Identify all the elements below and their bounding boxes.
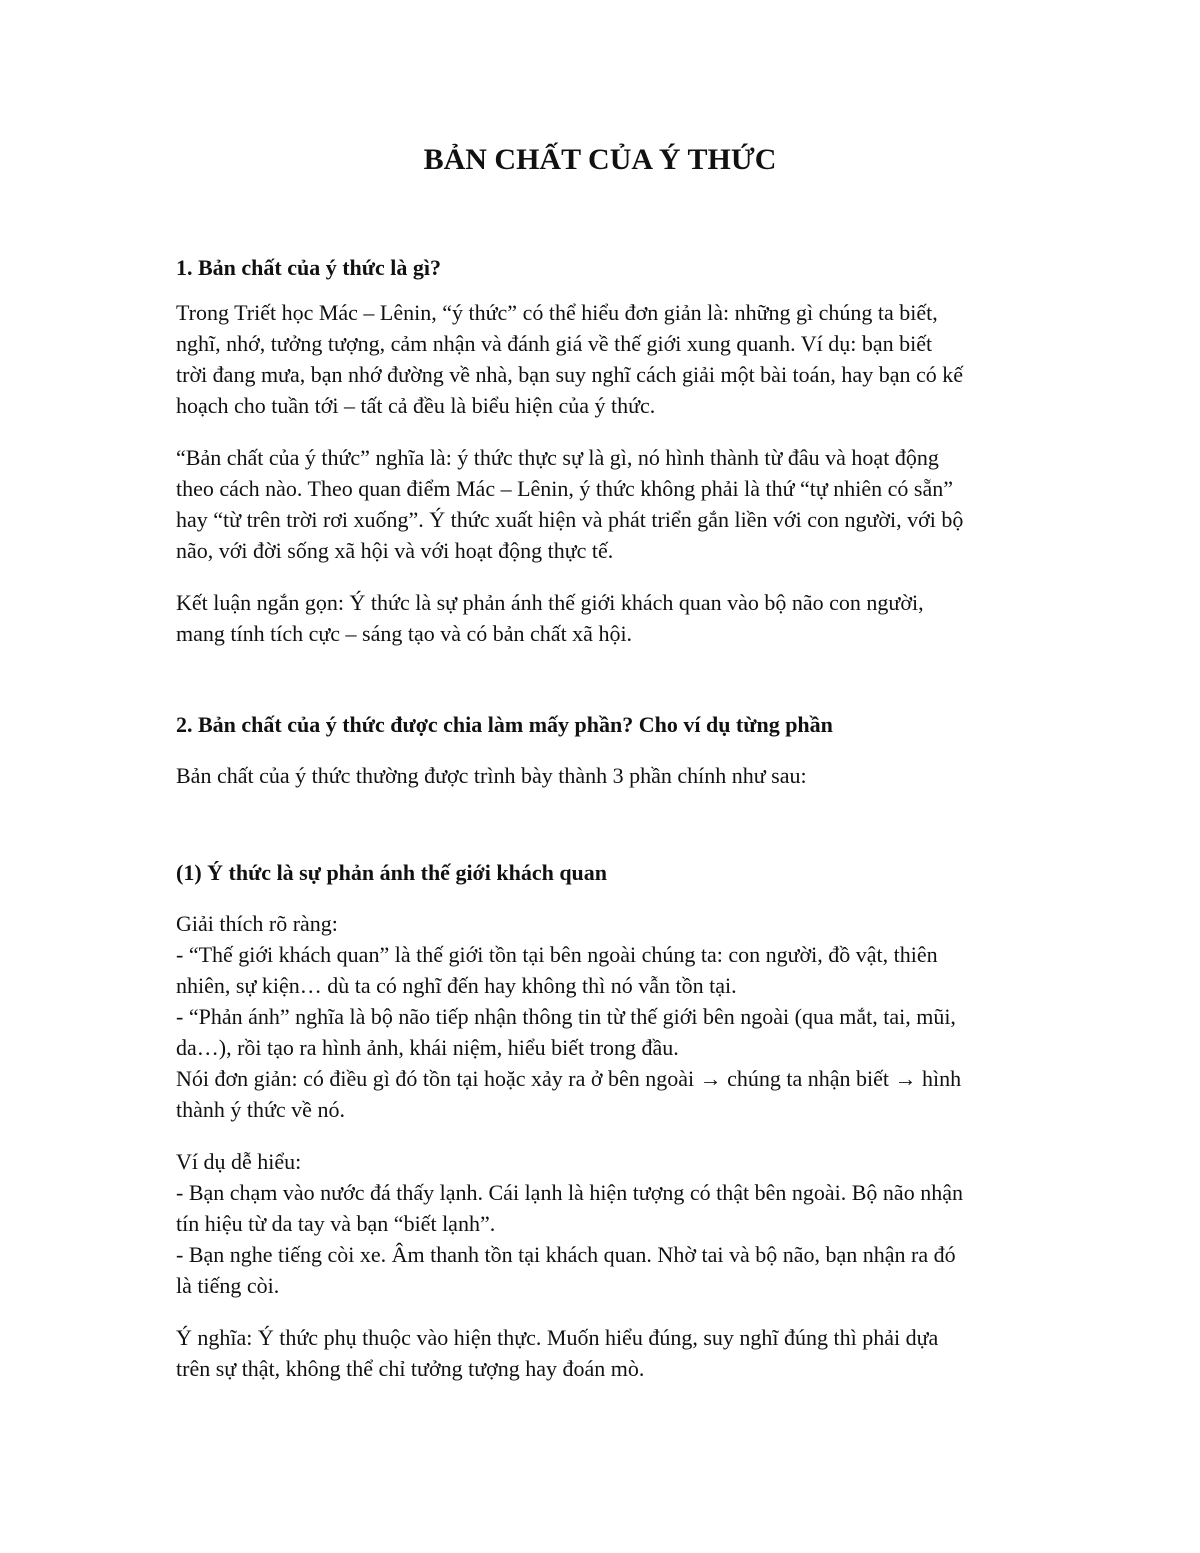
section-1-heading: 1. Bản chất của ý thức là gì? [176,255,441,280]
text-line: hoạch cho tuần tới – tất cả đều là biểu hiện của ý thức. [176,393,656,418]
section-1-paragraph-2 [176,442,1036,566]
part-1-explanation [176,908,1036,1125]
text-line: là tiếng còi. [176,1273,280,1298]
text-line: trời đang mưa, bạn nhớ đường về nhà, bạn suy nghĩ cách giải một bài toán, hay bạn có kế [176,362,963,387]
text-line: Ý nghĩa: Ý thức phụ thuộc vào hiện thực. Muốn hiểu đúng, suy nghĩ đúng thì phải dựa [176,1325,939,1350]
text-line: hay “từ trên trời rơi xuống”. Ý thức xuất hiện và phát triển gắn liền với con người, với bộ [176,507,964,532]
text-line: - Bạn nghe tiếng còi xe. Âm thanh tồn tại khách quan. Nhờ tai và bộ não, bạn nhận ra đó [176,1242,956,1267]
text-line: Trong Triết học Mác – Lênin, “ý thức” có thể hiểu đơn giản là: những gì chúng ta biết, [176,300,938,325]
text-line: Kết luận ngắn gọn: Ý thức là sự phản ánh thế giới khách quan vào bộ não con người, [176,590,924,615]
text-line: nhiên, sự kiện… dù ta có nghĩ đến hay không thì nó vẫn tồn tại. [176,973,737,998]
part-1-meaning [176,1322,1036,1384]
part-1-example [176,1146,1036,1301]
text-line: theo cách nào. Theo quan điểm Mác – Lênin, ý thức không phải là thứ “tự nhiên có sẵn” [176,476,954,501]
text-line: Giải thích rõ ràng: [176,911,338,936]
text-line: - “Thế giới khách quan” là thế giới tồn tại bên ngoài chúng ta: con người, đồ vật, thiên [176,942,938,967]
text-line: mang tính tích cực – sáng tạo và có bản chất xã hội. [176,621,633,646]
text-line: trên sự thật, không thể chỉ tưởng tượng hay đoán mò. [176,1356,645,1381]
section-2-heading: 2. Bản chất của ý thức được chia làm mấy phần? Cho ví dụ từng phần [176,712,833,737]
part-1-heading: (1) Ý thức là sự phản ánh thế giới khách quan [176,860,608,885]
text-line: - “Phản ánh” nghĩa là bộ não tiếp nhận thông tin từ thế giới bên ngoài (qua mắt, tai, mũi, [176,1004,956,1029]
text-line: da…), rồi tạo ra hình ảnh, khái niệm, hiểu biết trong đầu. [176,1035,679,1060]
text-line: Ví dụ dễ hiểu: [176,1149,302,1174]
text-line: nghĩ, nhớ, tưởng tượng, cảm nhận và đánh giá về thế giới xung quanh. Ví dụ: bạn biết [176,331,933,356]
document-body [176,252,1036,1384]
section-1-conclusion [176,587,1036,649]
text-line: Bản chất của ý thức thường được trình bày thành 3 phần chính như sau: [176,763,807,788]
section-2-intro [176,760,1036,791]
text-line: thành ý thức về nó. [176,1097,345,1122]
text-line: tín hiệu từ da tay và bạn “biết lạnh”. [176,1211,496,1236]
section-1-paragraph-1 [176,297,1036,421]
text-line: Nói đơn giản: có điều gì đó tồn tại hoặc xảy ra ở bên ngoài → chúng ta nhận biết → hình [176,1066,962,1091]
text-line: - Bạn chạm vào nước đá thấy lạnh. Cái lạnh là hiện tượng có thật bên ngoài. Bộ não nhận [176,1180,963,1205]
text-line: “Bản chất của ý thức” nghĩa là: ý thức thực sự là gì, nó hình thành từ đâu và hoạt động [176,445,939,470]
text-line: não, với đời sống xã hội và với hoạt động thực tế. [176,538,614,563]
document-title: BẢN CHẤT CỦA Ý THỨC [423,143,777,176]
